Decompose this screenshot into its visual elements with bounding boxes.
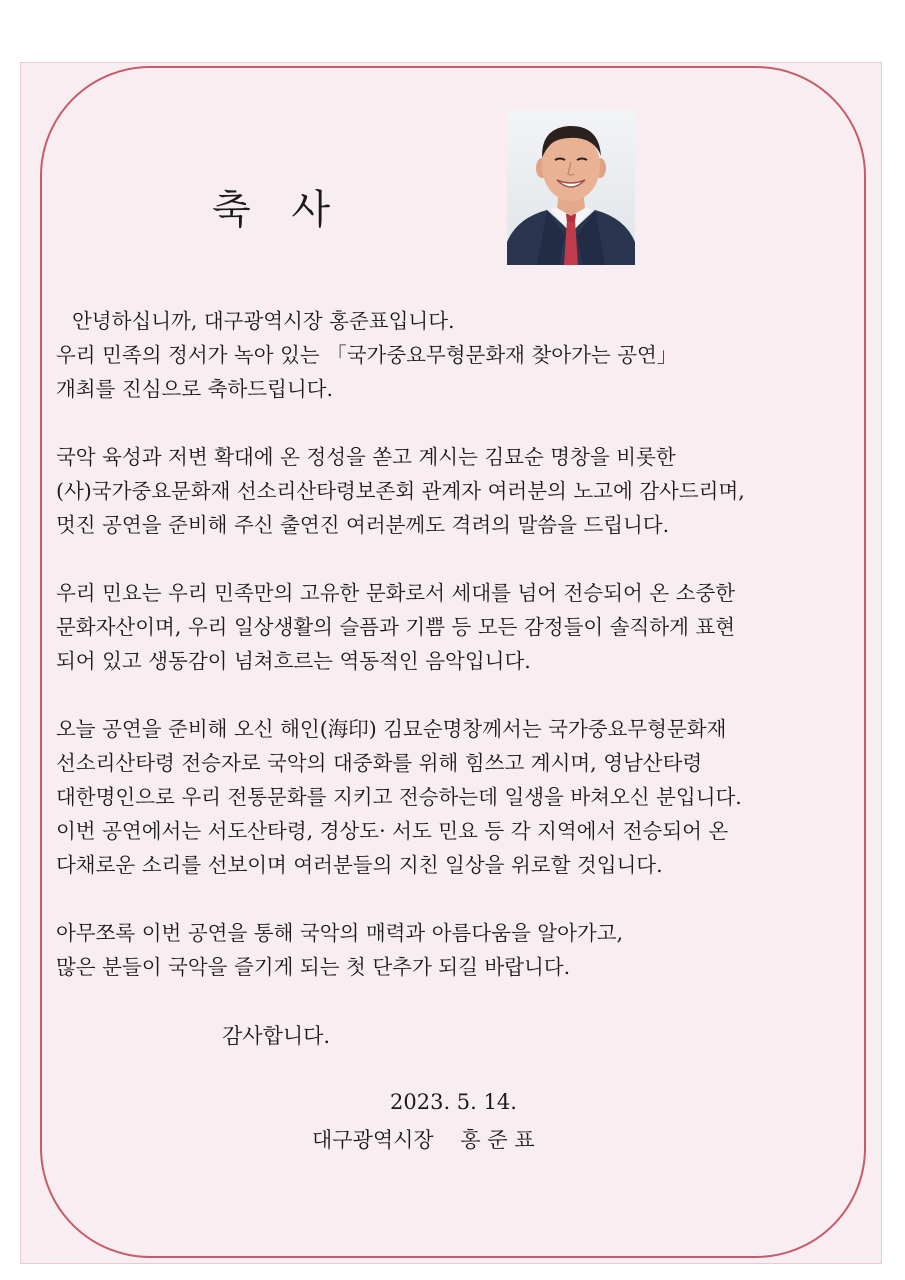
- signature: 대구광역시장 홍 준 표: [312, 1128, 535, 1152]
- text-line: 대한명인으로 우리 전통문화를 지키고 전승하는데 일생을 바쳐오신 분입니다.: [56, 785, 742, 809]
- letter-date: 2023. 5. 14.: [390, 1090, 517, 1114]
- closing-thanks: 감사합니다.: [222, 1024, 331, 1048]
- text-line: 국악 육성과 저변 확대에 온 정성을 쏟고 계시는 김묘순 명창을 비롯한: [56, 445, 676, 469]
- text-line: 우리 민족의 정서가 녹아 있는 「국가중요무형문화재 찾아가는 공연」: [56, 343, 678, 367]
- paragraph-wish: [56, 916, 866, 984]
- text-line: 우리 민요는 우리 민족만의 고유한 문화로서 세대를 넘어 전승되어 온 소중한: [56, 581, 736, 605]
- text-line: 문화자산이며, 우리 일상생활의 슬픔과 기쁨 등 모든 감정들이 솔직하게 표현: [56, 615, 736, 639]
- text-line: 아무쪼록 이번 공연을 통해 국악의 매력과 아름다움을 알아가고,: [56, 921, 624, 945]
- text-line: 되어 있고 생동감이 넘쳐흐르는 역동적인 음악입니다.: [56, 649, 531, 673]
- text-line: (사)국가중요문화재 선소리산타령보존회 관계자 여러분의 노고에 감사드리며,: [56, 479, 745, 503]
- paragraph-folk-songs: [56, 576, 866, 678]
- text-line: 개최를 진심으로 축하드립니다.: [56, 377, 333, 401]
- text-line: 이번 공연에서는 서도산타령, 경상도· 서도 민요 등 각 지역에서 전승되어 온: [56, 819, 729, 843]
- portrait-photo: [507, 110, 635, 265]
- text-line: 오늘 공연을 준비해 오신 해인(海印) 김묘순명창께서는 국가중요무형문화재: [56, 717, 727, 741]
- paragraph-greeting: [56, 304, 866, 406]
- text-line: 많은 분들이 국악을 즐기게 되는 첫 단추가 되길 바랍니다.: [56, 955, 571, 979]
- paragraph-thanks: [56, 440, 866, 542]
- page-title: 축 사: [212, 187, 344, 233]
- paragraph-performer: [56, 712, 866, 882]
- text-line: 안녕하십니까, 대구광역시장 홍준표입니다.: [72, 309, 455, 333]
- text-line: 멋진 공연을 준비해 주신 출연진 여러분께도 격려의 말씀을 드립니다.: [56, 513, 670, 537]
- text-line: 다채로운 소리를 선보이며 여러분들의 지친 일상을 위로할 것입니다.: [56, 853, 663, 877]
- letter-body: [56, 304, 866, 1018]
- text-line: 선소리산타령 전승자로 국악의 대중화를 위해 힘쓰고 계시며, 영남산타령: [56, 751, 703, 775]
